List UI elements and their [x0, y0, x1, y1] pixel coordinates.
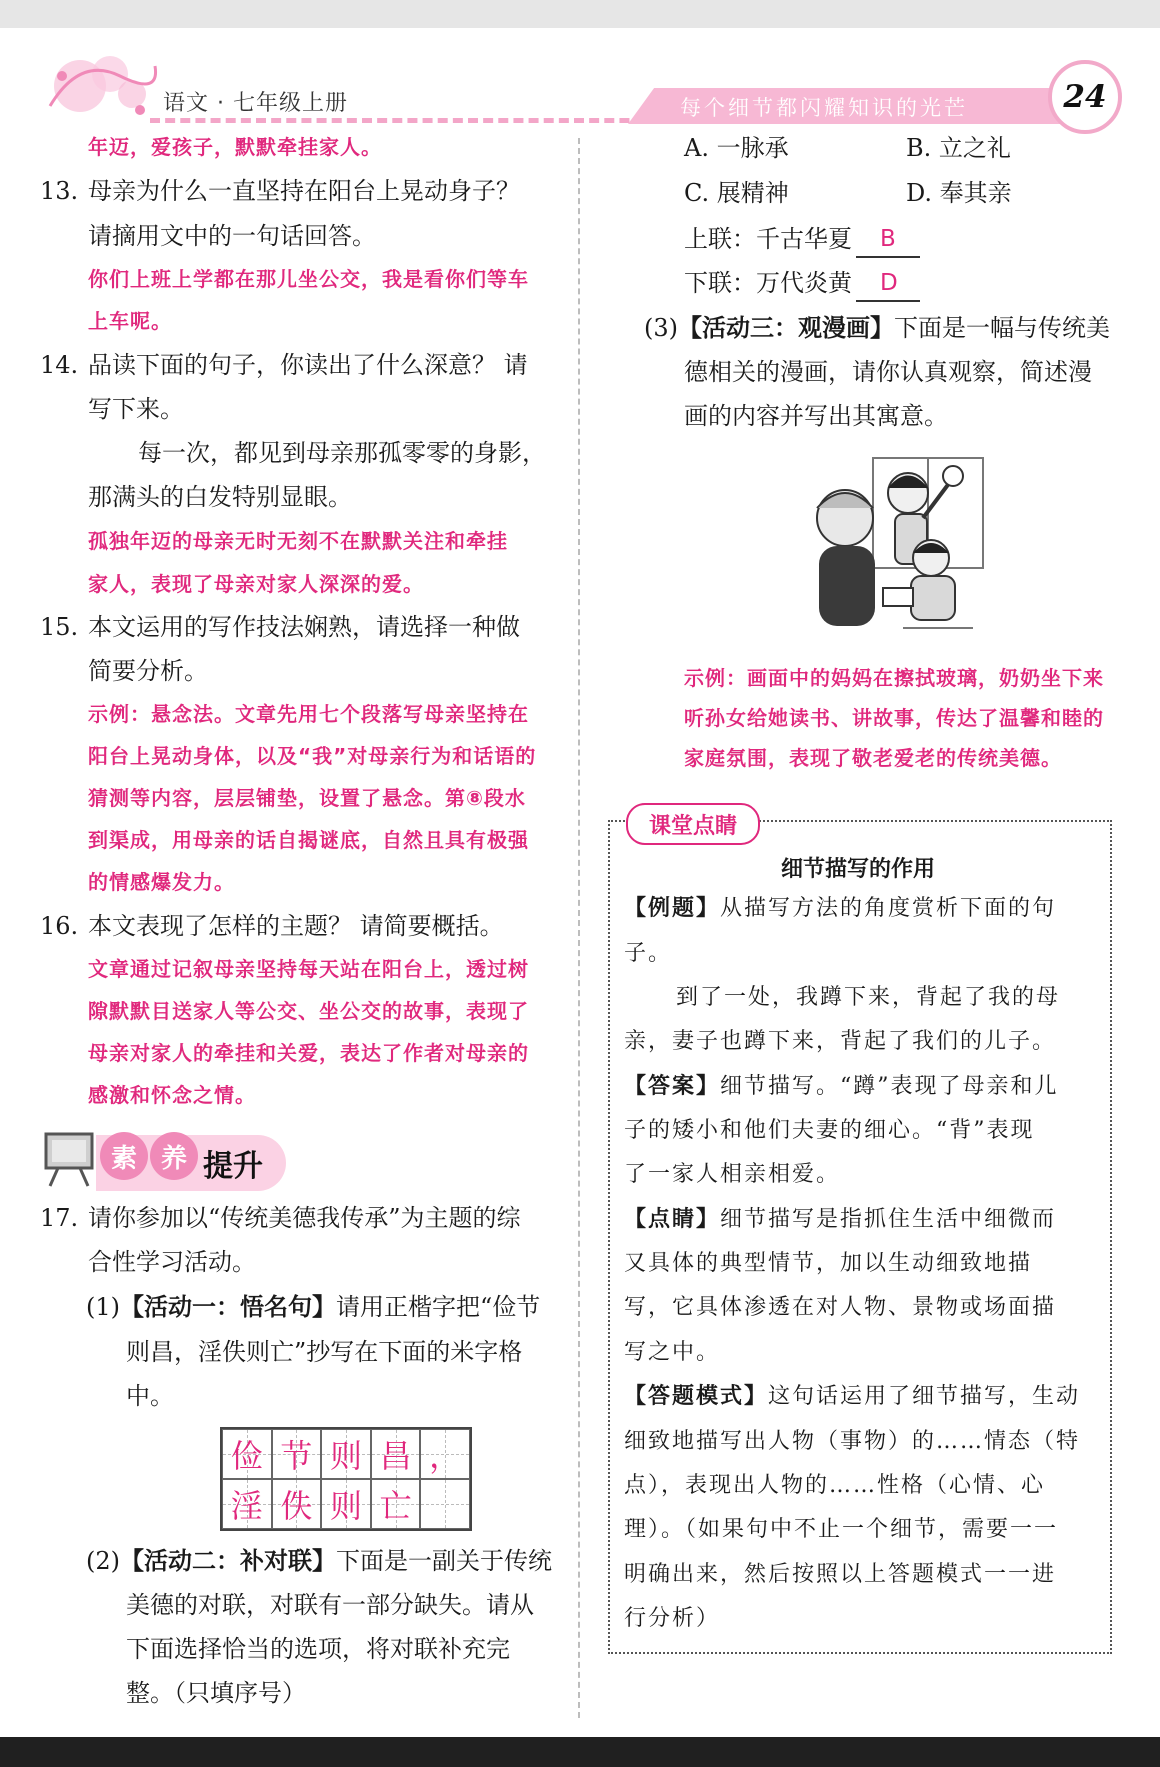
answer-12-tail: 年迈，爱孩子，默默牵挂家人。	[88, 135, 382, 159]
quote-14-line1: 每一次，都见到母亲那孤零零的身影，	[138, 439, 546, 467]
answer-13-line1: 你们上班上学都在那儿坐公交，我是看你们等车	[88, 267, 529, 291]
quote-14-line2: 那满头的白发特别显眼。	[88, 483, 352, 511]
header-slogan: 每个细节都闪耀知识的光芒	[680, 96, 968, 120]
answer-14-line1: 孤独年迈的母亲无时无刻不在默默关注和牵挂	[88, 529, 508, 553]
key-point-line3: 写，它具体渗透在对人物、景物或场面描	[624, 1295, 1057, 1320]
example-quote-line1: 到了一处，我蹲下来，背起了我的母	[676, 985, 1061, 1010]
answer-15-line2: 阳台上晃动身体，以及“我”对母亲行为和话语的	[88, 744, 537, 768]
answer-15-line4: 到渠成，用母亲的话自揭谜底，自然且具有极强	[88, 828, 529, 852]
page-number: 24	[1048, 60, 1122, 134]
answer-activity-3-line3: 家庭氛围，表现了敬老爱老的传统美德。	[684, 746, 1062, 770]
answer-line1: 【答案】细节描写。“蹲”表现了母亲和儿	[624, 1074, 1059, 1099]
grid-cell: 则	[321, 1479, 371, 1529]
example-quote-line2: 亲，妻子也蹲下来，背起了我们的儿子。	[624, 1029, 1057, 1054]
question-15-line1: 15. 本文运用的写作技法娴熟，请选择一种做	[40, 613, 520, 641]
mode-line5: 明确出来，然后按照以上答题模式一一进	[624, 1562, 1057, 1587]
mode-line2: 细致地描写出人物（事物）的……情态（特	[624, 1429, 1081, 1454]
viewer-top-bar	[0, 0, 1160, 28]
answer-16-line3: 母亲对家人的牵挂和关爱，表达了作者对母亲的	[88, 1041, 529, 1065]
section-title-char2: 养	[150, 1132, 198, 1180]
question-17-line1: 17. 请你参加以“传统美德我传承”为主题的综	[40, 1204, 521, 1232]
blackboard-icon	[40, 1128, 98, 1188]
activity-1-line2: 则昌，淫佚则亡”抄写在下面的米字格	[126, 1338, 523, 1366]
flower-ornament-icon	[40, 46, 160, 124]
grid-cell: 则	[321, 1429, 371, 1479]
activity-2-line4: 整。（只填序号）	[126, 1679, 306, 1707]
question-13-line2: 请摘用文中的一句话回答。	[88, 222, 376, 250]
mode-line6: 行分析）	[624, 1606, 721, 1631]
mode-line4: 理）。（如果句中不止一个细节，需要一一	[624, 1517, 1059, 1542]
activity-2-line2: 美德的对联，对联有一部分缺失。请从	[126, 1591, 534, 1619]
example-line1: 【例题】从描写方法的角度赏析下面的句	[624, 896, 1057, 921]
section-title-char1: 素	[100, 1132, 148, 1180]
answer-16-line2: 隙默默目送家人等公交、坐公交的故事，表现了	[88, 999, 529, 1023]
grid-cell: 节	[272, 1429, 322, 1479]
grid-cell: 亡	[371, 1479, 421, 1529]
box-tag: 课堂点睛	[626, 803, 760, 845]
question-17-line2: 合性学习活动。	[88, 1248, 256, 1276]
answer-15-line1: 示例：悬念法。文章先用七个段落写母亲坚持在	[88, 702, 529, 726]
question-15-line2: 简要分析。	[88, 657, 208, 685]
answer-16-line1: 文章通过记叙母亲坚持每天站在阳台上，透过树	[88, 957, 529, 981]
answer-16-line4: 感激和怀念之情。	[88, 1083, 256, 1107]
answer-15-line5: 的情感爆发力。	[88, 870, 235, 894]
lower-couplet-answer: D	[880, 270, 898, 296]
box-title: 细节描写的作用	[780, 857, 935, 882]
viewer-bottom-bar	[0, 1737, 1160, 1767]
column-divider	[578, 138, 580, 1718]
answer-14-line2: 家人，表现了母亲对家人深深的爱。	[88, 572, 424, 596]
question-14-line2: 写下来。	[88, 395, 184, 423]
activity-1-line3: 中。	[126, 1382, 174, 1410]
answer-line3: 了一家人相亲相爱。	[624, 1162, 841, 1187]
example-line2: 子。	[624, 941, 673, 966]
upper-couplet-answer: B	[880, 226, 896, 252]
mode-line1: 【答题模式】这句话运用了细节描写，生动	[624, 1384, 1081, 1409]
activity-1-line1: (1)【活动一：悟名句】请用正楷字把“俭节	[86, 1293, 541, 1321]
family-cartoon-image	[803, 448, 1003, 648]
question-13-line1: 13. 母亲为什么一直坚持在阳台上晃动身子？	[40, 177, 520, 205]
upper-couplet-label: 上联：千古华夏	[684, 225, 852, 253]
key-point-line1: 【点睛】细节描写是指抓住生活中细微而	[624, 1207, 1057, 1232]
mode-line3: 点），表现出人物的……性格（心情、心	[624, 1473, 1046, 1498]
key-point-line4: 写之中。	[624, 1340, 721, 1365]
section-title: 提升	[203, 1149, 263, 1184]
option-c: C. 展精神	[684, 179, 789, 207]
option-a: A. 一脉承	[684, 134, 789, 162]
lower-couplet-label: 下联：万代炎黄	[684, 269, 852, 297]
mi-character-grid	[220, 1427, 472, 1531]
grid-cell: 昌	[371, 1429, 421, 1479]
answer-activity-3-line1: 示例：画面中的妈妈在擦拭玻璃，奶奶坐下来	[684, 666, 1104, 690]
question-16-line1: 16. 本文表现了怎样的主题？ 请简要概括。	[40, 912, 504, 940]
grid-cell	[420, 1479, 470, 1529]
grid-cell: 俭	[222, 1429, 272, 1479]
answer-13-line2: 上车呢。	[88, 309, 172, 333]
grid-cell: 佚	[272, 1479, 322, 1529]
option-b: B. 立之礼	[906, 134, 1011, 162]
question-14-line1: 14. 品读下面的句子，你读出了什么深意？ 请	[40, 351, 528, 379]
grid-cell: 淫	[222, 1479, 272, 1529]
header-dashed-rule	[150, 118, 690, 123]
activity-3-line3: 画的内容并写出其寓意。	[684, 402, 948, 430]
option-d: D. 奉其亲	[906, 179, 1012, 207]
book-title: 语文 · 七年级上册	[163, 91, 348, 116]
key-point-line2: 又具体的典型情节，加以生动细致地描	[624, 1251, 1033, 1276]
activity-3-line2: 德相关的漫画，请你认真观察，简述漫	[684, 358, 1092, 386]
grid-cell: ，	[420, 1429, 470, 1479]
answer-activity-3-line2: 听孙女给她读书、讲故事，传达了温馨和睦的	[684, 706, 1104, 730]
activity-3-line1: (3)【活动三：观漫画】下面是一幅与传统美	[644, 314, 1110, 342]
activity-2-line3: 下面选择恰当的选项，将对联补充完	[126, 1635, 510, 1663]
answer-15-line3: 猜测等内容，层层铺垫，设置了悬念。第⑧段水	[88, 786, 526, 810]
answer-line2: 子的矮小和他们夫妻的细心。“背”表现	[624, 1118, 1035, 1143]
activity-2-line1: (2)【活动二：补对联】下面是一副关于传统	[86, 1547, 552, 1575]
